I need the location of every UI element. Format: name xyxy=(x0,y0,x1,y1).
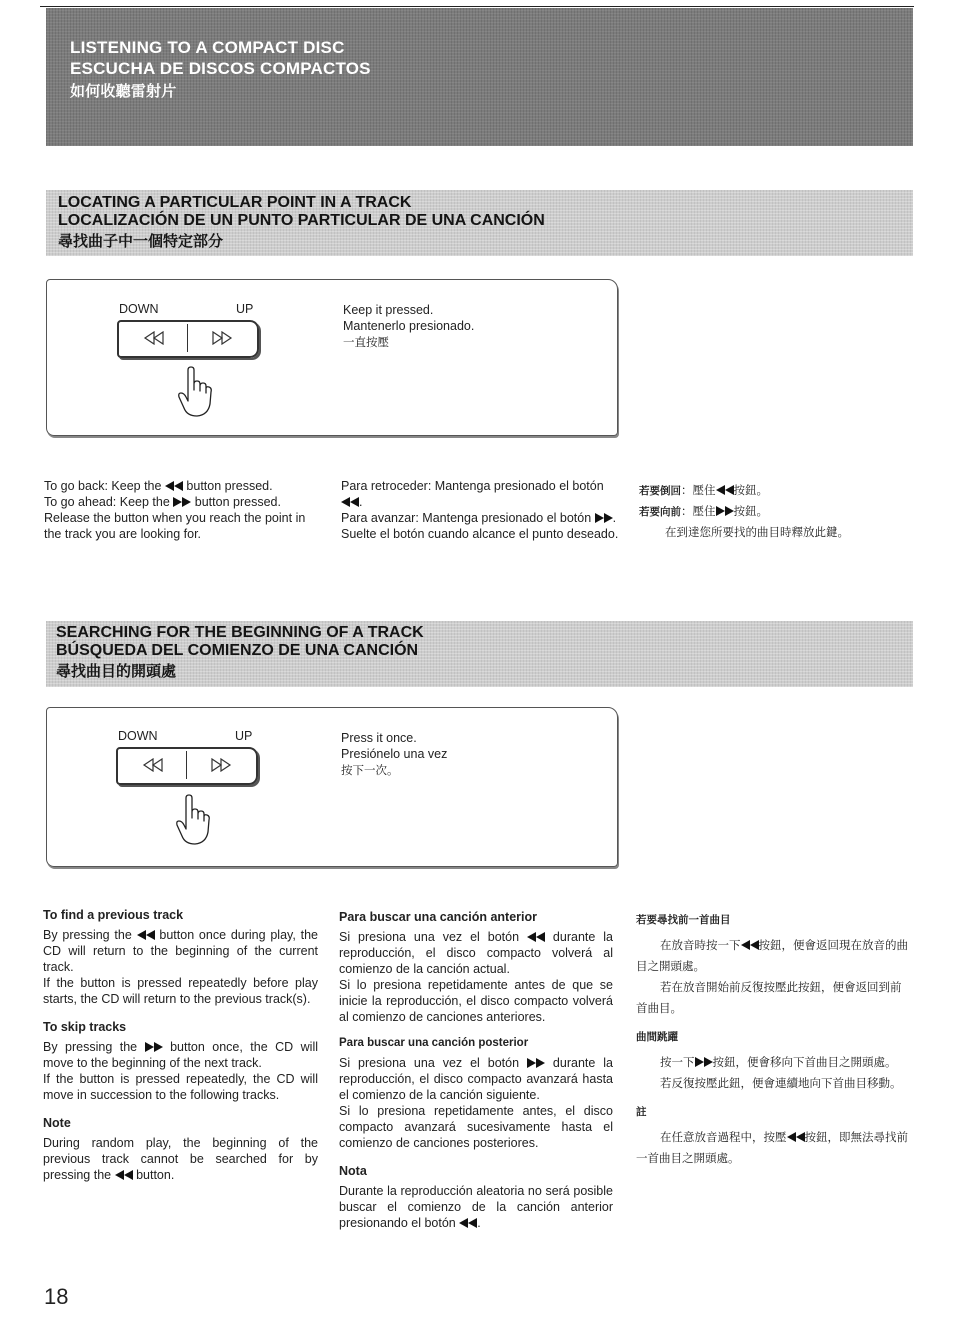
note-heading: Note xyxy=(43,1116,71,1130)
panel-instruction-en: Press it once. xyxy=(341,731,417,745)
back-end-zh: 按鈕。 xyxy=(733,483,768,497)
release-text-zh: 在到達您所要找的曲目時釋放此鍵。 xyxy=(665,525,849,539)
release-text-en: Release the button when you reach the point in the track you are looking for. xyxy=(44,511,306,541)
fast-forward-icon xyxy=(527,1058,545,1068)
prev-track-text-zh: 在放音時按一下 xyxy=(660,938,741,952)
pointing-hand-icon xyxy=(173,794,213,846)
page-number: 18 xyxy=(44,1284,69,1309)
cancion-posterior-text: Si presiona una vez el botón xyxy=(339,1056,520,1070)
cancion-anterior-text-end: durante la reproducción, el disco compacto volverá al comienzo de la canción actual. xyxy=(339,930,613,976)
skip-tracks-text: By pressing the xyxy=(43,1040,138,1054)
searching-text-en xyxy=(43,907,318,1183)
panel-instruction-zh: 按下一次。 xyxy=(341,763,399,777)
previous-track-text: By pressing the xyxy=(43,928,132,942)
rewind-icon xyxy=(716,485,734,495)
rewind-icon xyxy=(165,481,183,491)
banner-title-zh: 如何收聽雷射片 xyxy=(70,82,177,100)
fast-forward-icon xyxy=(145,1042,163,1052)
down-label: DOWN xyxy=(119,302,159,316)
rewind-icon xyxy=(741,940,759,950)
note-text-zh: 在任意放音過程中，按壓 xyxy=(660,1130,787,1144)
fast-forward-icon xyxy=(695,1057,713,1067)
locating-text-en xyxy=(44,478,322,542)
up-label: UP xyxy=(235,729,253,743)
previous-track-text-end: button once during play, the CD will return to the beginning of the current track. xyxy=(43,928,318,974)
go-back-text-end: button pressed. xyxy=(186,479,273,493)
retroceder-text: Para retroceder: Mantenga presionado el botón xyxy=(341,479,604,493)
down-button[interactable] xyxy=(120,751,187,779)
rewind-icon xyxy=(787,1132,805,1142)
section-searching-title-es: BÚSQUEDA DEL COMIENZO DE UNA CANCIÓN xyxy=(56,642,419,659)
retroceder-text-end: . xyxy=(359,495,363,509)
section-locating-header xyxy=(46,190,913,256)
section-searching-title-zh: 尋找曲目的開頭處 xyxy=(56,662,177,680)
banner-title-es: ESCUCHA DE DISCOS COMPACTOS xyxy=(70,59,371,78)
cancion-posterior-heading: Para buscar una canción posterior xyxy=(339,1037,529,1049)
section-searching-title-en: SEARCHING FOR THE BEGINNING OF A TRACK xyxy=(56,624,424,641)
go-ahead-text-end: button pressed. xyxy=(194,495,281,509)
prev-track-repeat-zh: 若在放音開始前反復按壓此按鈕，便會返回到前首曲目。 xyxy=(636,980,902,1015)
ahead-end-zh: 按鈕。 xyxy=(733,504,768,518)
skip-tracks-heading: To skip tracks xyxy=(43,1020,127,1034)
down-button[interactable] xyxy=(121,324,188,352)
up-button[interactable] xyxy=(188,751,254,779)
page-banner xyxy=(46,8,913,146)
release-text-es: Suelte el botón cuando alcance el punto deseado. xyxy=(341,527,619,541)
previous-track-repeat: If the button is pressed repeatedly before play starts, the CD will return to the previous track(s). xyxy=(43,976,318,1006)
skip-repeat-zh: 若反復按壓此鈕，便會連續地向下首曲目移動。 xyxy=(660,1076,902,1090)
skip-text-zh: 按一下 xyxy=(660,1055,695,1069)
searching-text-zh xyxy=(636,910,912,1169)
panel-instruction-es: Mantenerlo presionado. xyxy=(343,319,475,333)
banner-title-en: LISTENING TO A COMPACT DISC xyxy=(70,38,345,57)
section-locating-title-zh: 尋找曲子中一個特定部分 xyxy=(58,232,224,250)
panel-instruction-es: Presiónelo una vez xyxy=(341,747,448,761)
cancion-anterior-repeat: Si lo presiona repetidamente antes de que se inicie la reproducción, el disco compacto volverá al comienzo de canciones anteriores. xyxy=(339,978,613,1024)
rewind-outline-icon xyxy=(140,758,166,772)
skip-tracks-text-end: button once, the CD will move to the beginning of the next track. xyxy=(43,1040,318,1070)
rewind-icon xyxy=(137,930,155,940)
section-locating-title-es: LOCALIZACIÓN DE UN PUNTO PARTICULAR DE UNA CANCIÓN xyxy=(58,212,545,229)
cancion-anterior-heading: Para buscar una canción anterior xyxy=(339,910,537,924)
go-back-text: To go back: Keep the xyxy=(44,479,162,493)
note-text-end: button. xyxy=(136,1168,175,1182)
fast-forward-outline-icon xyxy=(208,758,234,772)
rewind-icon xyxy=(115,1170,133,1180)
fast-forward-icon xyxy=(595,513,613,523)
fast-forward-icon xyxy=(173,497,191,507)
rewind-icon xyxy=(459,1218,477,1228)
locating-illustration-panel xyxy=(46,279,618,436)
panel-instruction-zh: 一直按壓 xyxy=(343,335,389,349)
skip-button-pair xyxy=(117,320,259,358)
section-searching-header xyxy=(46,621,913,687)
up-button[interactable] xyxy=(189,324,255,352)
cancion-anterior-text: Si presiona una vez el botón xyxy=(339,930,520,944)
top-rule xyxy=(40,6,914,7)
section-locating-title-en: LOCATING A PARTICULAR POINT IN A TRACK xyxy=(58,194,412,211)
ahead-text-zh: ：壓住 xyxy=(681,504,716,518)
back-text-zh: ：壓住 xyxy=(681,483,716,497)
avanzar-text-end: . xyxy=(612,511,617,525)
locating-text-es xyxy=(341,478,621,542)
cancion-posterior-text-end: durante la reproducción, el disco compacto avanzará hasta el comienzo de la canción siguiente. xyxy=(339,1056,613,1102)
skip-text-end-zh: 按鈕，便會移向下首曲目之開頭處。 xyxy=(712,1055,897,1069)
previous-track-heading: To find a previous track xyxy=(43,908,184,922)
nota-heading: Nota xyxy=(339,1164,367,1178)
rewind-icon xyxy=(527,932,545,942)
note-text: During random play, the beginning of the previous track cannot be searched for by pressing the xyxy=(43,1136,318,1182)
go-ahead-text: To go ahead: Keep the xyxy=(44,495,170,509)
rewind-outline-icon xyxy=(141,331,167,345)
skip-tracks-repeat: If the button is pressed repeatedly, the CD will move in succession to the following tracks. xyxy=(43,1072,318,1102)
fast-forward-icon xyxy=(716,506,734,516)
skip-button-pair xyxy=(116,747,258,785)
fast-forward-outline-icon xyxy=(209,331,235,345)
back-label-zh: 若要倒回 xyxy=(639,485,681,497)
skip-heading-zh: 曲間跳躍 xyxy=(636,1031,678,1043)
up-label: UP xyxy=(236,302,254,316)
down-label: DOWN xyxy=(118,729,158,743)
nota-text: Durante la reproducción aleatoria no será posible buscar el comienzo de la canción anterior presionando el botón xyxy=(339,1184,613,1230)
locating-text-zh xyxy=(639,480,911,542)
cancion-posterior-repeat: Si lo presiona repetidamente antes, el disco compacto avanzará sucesivamente hasta el comienzo de canciones posteriores. xyxy=(339,1104,613,1150)
note-heading-zh: 註 xyxy=(636,1106,647,1118)
prev-track-heading-zh: 若要尋找前一首曲目 xyxy=(636,914,731,926)
pointing-hand-icon xyxy=(175,366,215,418)
nota-text-end: . xyxy=(477,1216,481,1230)
searching-text-es xyxy=(339,909,613,1231)
rewind-icon xyxy=(341,497,359,507)
ahead-label-zh: 若要向前 xyxy=(639,506,681,518)
searching-illustration-panel xyxy=(46,707,618,867)
avanzar-text: Para avanzar: Mantenga presionado el botón xyxy=(341,511,592,525)
prev-track-text-end-zh: 按鈕，便會返回現在放音的曲目之開頭處。 xyxy=(636,938,908,973)
note-text-end-zh: 按鈕，即無法尋找前一首曲目之開頭處。 xyxy=(636,1130,908,1165)
panel-instruction-en: Keep it pressed. xyxy=(343,303,434,317)
